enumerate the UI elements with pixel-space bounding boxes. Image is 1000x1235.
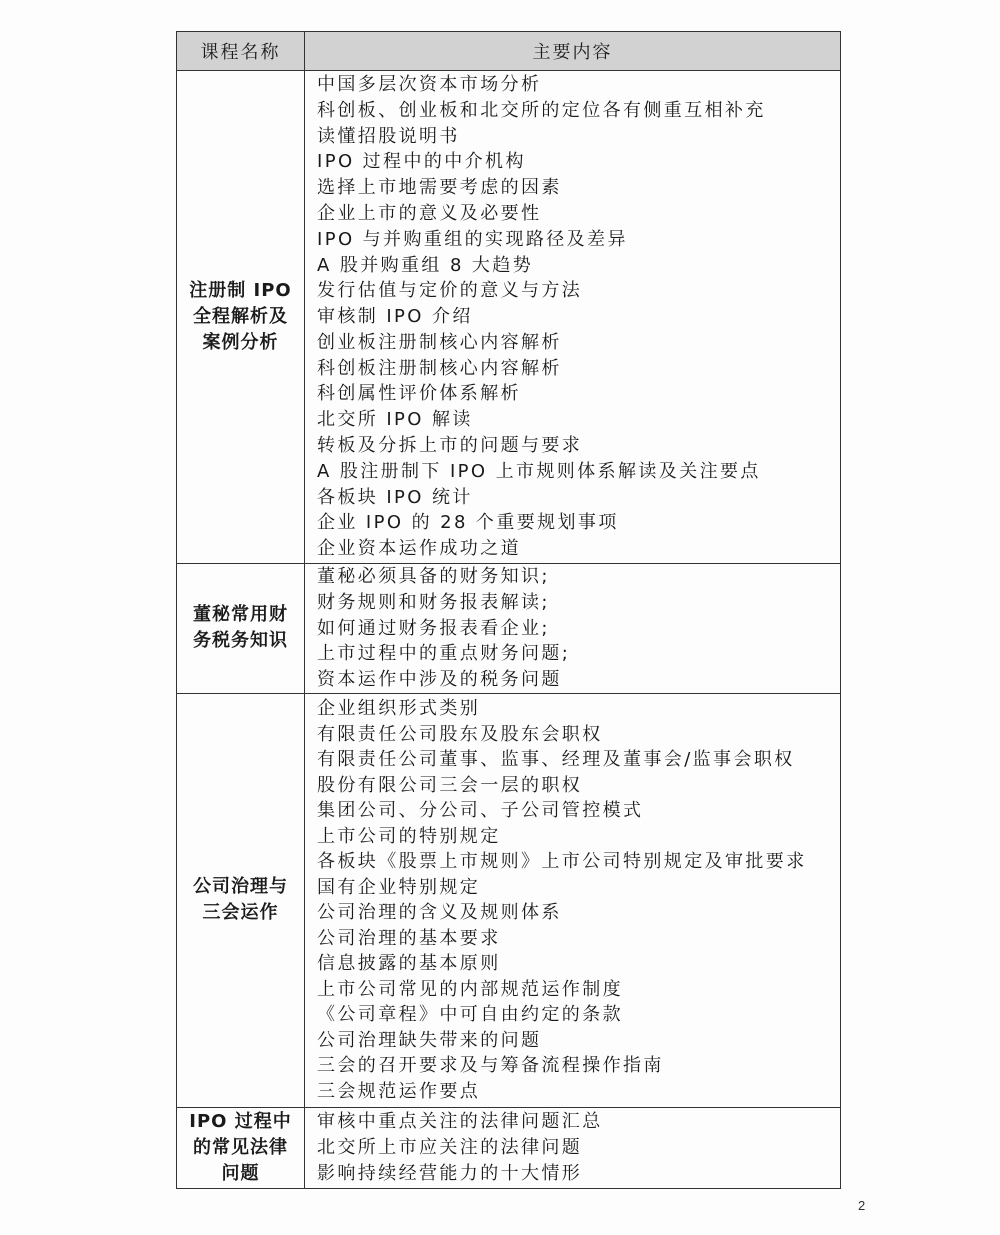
content-item: 三会规范运作要点 (317, 1080, 481, 1102)
content-item: 审核制 IPO 介绍 (317, 306, 473, 328)
content-item: 审核中重点关注的法律问题汇总 (317, 1110, 603, 1132)
content-item: IPO 过程中的中介机构 (317, 151, 526, 173)
course-name-line: 务税务知识 (193, 630, 288, 652)
content-item: 创业板注册制核心内容解析 (317, 331, 562, 353)
content-item: 中国多层次资本市场分析 (317, 73, 542, 95)
header-main-content: 主要内容 (305, 32, 841, 71)
course-name-cell (177, 1107, 305, 1188)
content-item: IPO 与并购重组的实现路径及差异 (317, 228, 628, 250)
content-item: 各板块 IPO 统计 (317, 486, 473, 508)
content-item: 财务规则和财务报表解读; (317, 591, 550, 613)
content-item: 读懂招股说明书 (317, 125, 460, 147)
table-row (177, 1107, 841, 1188)
content-item: 企业资本运作成功之道 (317, 538, 521, 560)
content-item: 科创板、创业板和北交所的定位各有侧重互相补充 (317, 99, 766, 121)
table-header-row (177, 32, 841, 71)
content-item: 上市公司的特别规定 (317, 825, 501, 847)
course-name-line: 董秘常用财 (193, 604, 288, 626)
content-item: 集团公司、分公司、子公司管控模式 (317, 800, 644, 822)
content-item: 转板及分拆上市的问题与要求 (317, 435, 583, 457)
course-name-line: 案例分析 (202, 332, 279, 353)
content-item: 如何通过财务报表看企业; (317, 617, 550, 639)
course-name-cell (177, 693, 305, 1107)
course-name-line: 公司治理与 (193, 876, 288, 898)
header-course-name: 课程名称 (177, 32, 305, 71)
content-item: 北交所 IPO 解读 (317, 409, 473, 431)
content-item: 发行估值与定价的意义与方法 (317, 280, 583, 302)
course-content-cell (305, 1107, 841, 1188)
content-item: 各板块《股票上市规则》上市公司特别规定及审批要求 (317, 851, 807, 873)
course-name-line: IPO 过程中 (189, 1110, 292, 1132)
content-item: 科创属性评价体系解析 (317, 383, 521, 405)
course-content-cell (305, 693, 841, 1107)
content-item: 影响持续经营能力的十大情形 (317, 1162, 583, 1184)
course-name-line: 注册制 IPO (189, 280, 292, 301)
course-name-cell (177, 564, 305, 694)
content-item: 股份有限公司三会一层的职权 (317, 774, 583, 796)
content-item: 有限责任公司董事、监事、经理及董事会/监事会职权 (317, 749, 795, 771)
content-item: 公司治理的基本要求 (317, 927, 501, 949)
course-name-line: 问题 (221, 1162, 260, 1184)
content-item: 企业组织形式类别 (317, 698, 481, 720)
content-item: A 股注册制下 IPO 上市规则体系解读及关注要点 (317, 460, 761, 482)
course-name-line: 三会运作 (202, 902, 279, 924)
table-row (177, 564, 841, 694)
content-item: 有限责任公司股东及股东会职权 (317, 723, 603, 745)
table-row (177, 693, 841, 1107)
content-item: 选择上市地需要考虑的因素 (317, 177, 562, 199)
table-row (177, 71, 841, 564)
content-item: 《公司章程》中可自由约定的条款 (317, 1004, 623, 1026)
content-item: A 股并购重组 8 大趋势 (317, 254, 534, 276)
content-item: 三会的召开要求及与筹备流程操作指南 (317, 1055, 664, 1077)
content-item: 企业 IPO 的 28 个重要规划事项 (317, 512, 619, 534)
content-item: 资本运作中涉及的税务问题 (317, 669, 562, 691)
content-item: 国有企业特别规定 (317, 876, 481, 898)
content-item: 北交所上市应关注的法律问题 (317, 1136, 583, 1158)
course-name-cell (177, 71, 305, 564)
course-name-line: 全程解析及 (193, 306, 288, 327)
content-item: 公司治理的含义及规则体系 (317, 902, 562, 924)
content-item: 上市公司常见的内部规范运作制度 (317, 978, 623, 1000)
content-item: 企业上市的意义及必要性 (317, 202, 542, 224)
course-content-cell (305, 71, 841, 564)
content-item: 信息披露的基本原则 (317, 953, 501, 975)
content-item: 科创板注册制核心内容解析 (317, 357, 562, 379)
course-content-cell (305, 564, 841, 694)
course-table (176, 31, 841, 1189)
course-name-line: 的常见法律 (193, 1136, 288, 1158)
content-item: 董秘必须具备的财务知识; (317, 566, 550, 587)
page-number: 2 (858, 1198, 866, 1213)
content-item: 上市过程中的重点财务问题; (317, 643, 571, 665)
content-item: 公司治理缺失带来的问题 (317, 1029, 542, 1051)
